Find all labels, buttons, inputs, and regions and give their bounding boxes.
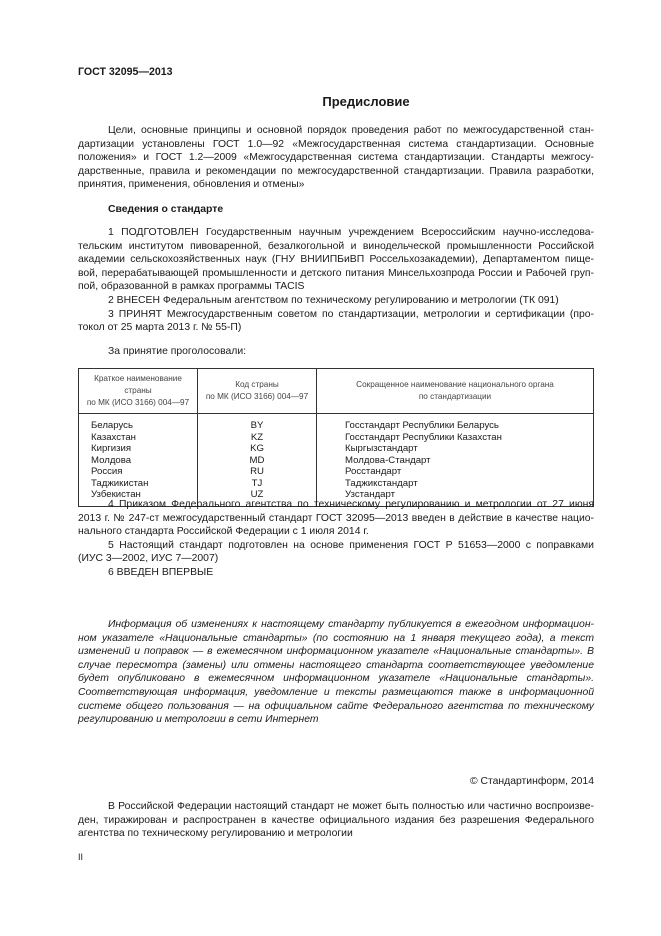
country-code: BY [198, 414, 317, 432]
text-line: Соответствующая информация, уведомление и тексты размещаются также в информационной [78, 686, 594, 698]
document-header: ГОСТ 32095—2013 [78, 66, 173, 78]
text-line: положения» и ГОСТ 1.2—2009 «Межгосударственная система стандартизации. Стандарты межгосу- [78, 152, 594, 164]
text-line: изменений и поправок — в ежемесячном информационном указателе «Национальные стандарты». В [78, 646, 594, 658]
page-number: II [78, 852, 84, 862]
text-line: 2 ВНЕСЕН Федеральным агентством по техническому регулированию и метрологии (ТК 091) [108, 294, 559, 306]
numbered-item [78, 566, 594, 580]
text-line: тельским институтом пивоваренной, безалкогольной и винодельческой промышленности Российской [78, 240, 594, 252]
rights-notice [78, 800, 594, 841]
text-line: 4 Приказом Федерального агентства по техническому регулированию и метрологии от 27 июня [108, 499, 594, 510]
table-header-code: Код страны по МК (ИСО 3166) 004—97 [198, 369, 317, 414]
table-row [79, 443, 594, 455]
text-line: 1 ПОДГОТОВЛЕН Государственным научным учреждением Всероссийским научно-исследова- [108, 227, 594, 238]
text-line: Информация об изменениях к настоящему стандарту публикуется в ежегодном информацион- [108, 619, 594, 630]
country-code: KG [198, 443, 317, 455]
country-name: Казахстан [79, 432, 198, 444]
standard-info-items [78, 226, 594, 335]
country-code: UZ [198, 489, 317, 506]
country-code: RU [198, 466, 317, 478]
copyright: © Стандартинформ, 2014 [469, 776, 594, 787]
numbered-item [78, 498, 594, 539]
text-line: принятия, применения, обновления и отмены» [78, 179, 305, 191]
country-name: Таджикистан [79, 478, 198, 490]
numbered-item [78, 308, 594, 335]
standards-body: Молдова-Стандарт [317, 455, 594, 467]
text-line: регулированию и метрологии в сети Интернет [78, 714, 319, 726]
text-line: будет опубликовано в ежемесячном информационном указателе «Национальные стандарты». [78, 673, 594, 685]
table-header-country: Краткое наименование страны по МК (ИСО 3166) 004—97 [79, 369, 198, 414]
standards-body: Таджикстандарт [317, 478, 594, 490]
table-row [79, 432, 594, 444]
text-line: академии сельскохозяйственных наук (ГНУ ВНИИПБиВП Россельхозакадемии), Департаментом пище- [78, 254, 594, 266]
country-name: Киргизия [79, 443, 198, 455]
text-line: 6 ВВЕДЕН ВПЕРВЫЕ [108, 566, 214, 578]
text-line: дарственные, правила и рекомендации по межгосударственной стандартизации. Правила разработки, [78, 165, 594, 177]
country-name: Молдова [79, 455, 198, 467]
changes-notice [78, 618, 594, 727]
text-line: (ИУС 3—2002, ИУС 7—2007) [78, 553, 219, 565]
voting-countries-table [78, 368, 594, 507]
standards-body: Госстандарт Республики Казахстан [317, 432, 594, 444]
table-row [79, 455, 594, 467]
standards-body: Госстандарт Республики Беларусь [317, 414, 594, 432]
table-row [79, 466, 594, 478]
text-line: нального стандарта Российской Федерации с 1 июля 2014 г. [78, 526, 369, 538]
section-title: Сведения о стандарте [108, 204, 224, 215]
country-name: Узбекистан [79, 489, 198, 506]
numbered-item [78, 226, 594, 294]
country-code: MD [198, 455, 317, 467]
standards-body: Узстандарт [317, 489, 594, 506]
voted-label: За принятие проголосовали: [108, 346, 247, 357]
country-code: TJ [198, 478, 317, 490]
text-line: 2013 г. № 247-ст межгосударственный стандарт ГОСТ 32095—2013 введен в действие в качестве нацио- [78, 512, 594, 524]
standards-body: Кыргызстандарт [317, 443, 594, 455]
text-line: Цели, основные принципы и основной порядок проведения работ по межгосударственной стан- [108, 125, 594, 136]
numbered-item [78, 539, 594, 566]
text-line: ден, тиражирован и распространен в качестве официального издания без разрешения Федерального [78, 814, 594, 826]
table-row [79, 478, 594, 490]
text-line: агентства по техническому регулированию и метрологии [78, 828, 353, 840]
text-line: случае пересмотра (замены) или отмены настоящего стандарта соответствующее уведомление [78, 659, 594, 671]
text-line: пой, образованной в рамках программы TACIS [78, 281, 305, 293]
text-line: токол от 25 марта 2013 г. № 55-П) [78, 322, 242, 334]
text-line: 5 Настоящий стандарт подготовлен на основе применения ГОСТ Р 51653—2000 с поправками [108, 539, 594, 551]
text-line: дартизации установлены ГОСТ 1.0—92 «Межгосударственная система стандартизации. Основные [78, 138, 594, 150]
country-name: Беларусь [79, 414, 198, 432]
country-code: KZ [198, 432, 317, 444]
text-line: 3 ПРИНЯТ Межгосударственным советом по стандартизации, метрологии и сертификации (про- [108, 308, 594, 320]
standard-info-items-continued [78, 498, 594, 580]
intro-paragraph [78, 124, 594, 192]
country-name: Россия [79, 466, 198, 478]
table-header-body: Сокращенное наименование национального органа по стандартизации [317, 369, 594, 414]
standards-body: Росстандарт [317, 466, 594, 478]
page-title: Предисловие [322, 94, 410, 109]
table-row [79, 414, 594, 432]
text-line: системе общего пользования — на официальном сайте Федерального агентства по техническому [78, 700, 594, 712]
text-line: В Российской Федерации настоящий стандарт не может быть полностью или частично воспроизве- [108, 801, 594, 812]
text-line: вой, перерабатывающей промышленности и детского питания Минсельхозпрода России и Рабочей груп- [78, 267, 594, 279]
text-line: ном указателе «Национальные стандарты» (по состоянию на 1 января текущего года), а текст [78, 632, 594, 644]
numbered-item [78, 294, 594, 308]
